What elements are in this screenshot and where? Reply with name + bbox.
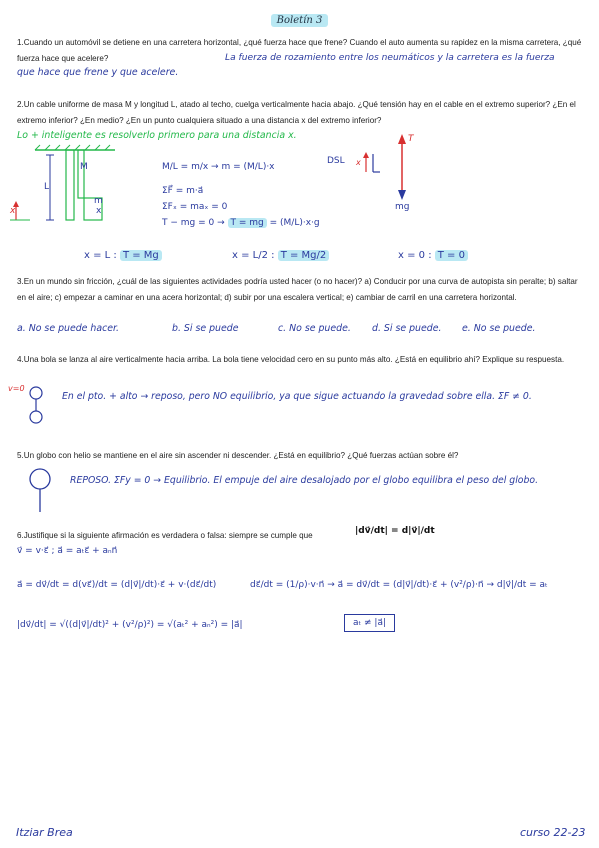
answer-3d: d. Si se puede. xyxy=(372,323,442,334)
result-x-L-left: x = L : xyxy=(84,250,120,261)
answer-3c: c. No se puede. xyxy=(278,323,351,334)
dsl-axis xyxy=(358,150,388,180)
answer-1-line1: La fuerza de rozamiento entre los neumáticos y la carretera es la fuerza xyxy=(225,53,555,63)
dsl-x-label: x xyxy=(356,158,361,167)
balloon-diagram xyxy=(28,466,58,516)
q6-line2a: a⃗ = dv⃗/dt = d(vε⃗)/dt = (d|v⃗|/dt)·ε⃗ + v·(dε⃗/dt) xyxy=(17,580,217,590)
result-x-half-left: x = L/2 : xyxy=(232,250,278,261)
page-title-wrap xyxy=(0,10,599,28)
result-x-L-value: T = Mg xyxy=(120,250,162,261)
diagram-label-m: m xyxy=(94,196,103,206)
answer-3a: a. No se puede hacer. xyxy=(17,323,120,334)
footer-course: curso 22-23 xyxy=(520,826,586,839)
result-x-0-value: T = 0 xyxy=(435,250,468,261)
eq-sum-fx: ΣFₓ = maₓ = 0 xyxy=(162,202,228,212)
answer-3b: b. Si se puede xyxy=(172,323,239,334)
velocity-zero-label: v=0 xyxy=(8,384,25,393)
q6-line3: |dv⃗/dt| = √((d|v⃗|/dt)² + (v²/ρ)²) = √(aₜ² + aₙ²) = |a⃗| xyxy=(17,620,243,630)
dsl-mg-label: mg xyxy=(395,202,410,212)
answer-5: REPOSO. ΣFy = 0 → Equilibrio. El empuje del aire desalojado por el globo equilibra el peso del globo. xyxy=(70,475,539,486)
question-5: 5.Un globo con helio se mantiene en el aire sin ascender ni descender. ¿Está en equilibrio? ¿Qué fuerzas actúan sobre él? xyxy=(17,451,459,460)
dsl-diagram xyxy=(392,132,412,212)
question-1: 1.Cuando un automóvil se detiene en una carretera horizontal, ¿qué fuerza hace que frene? Cuando el auto aumenta su rapidez en la misma carretera, ¿qué fuerza hace que acelere? xyxy=(17,38,582,63)
q6-line1: v⃗ = v·ε⃗ ; a⃗ = aₜε⃗ + aₙn⃗ xyxy=(17,546,118,556)
diagram-label-x: x xyxy=(10,206,16,216)
eq-tension-highlight: T = mg xyxy=(228,218,267,228)
footer-author: Itziar Brea xyxy=(16,826,73,839)
ball-diagram xyxy=(28,385,48,425)
dsl-label: DSL xyxy=(327,156,345,166)
eq-newton: ΣF⃗ = m·a⃗ xyxy=(162,186,204,196)
result-x-0 xyxy=(398,250,468,261)
question-4: 4.Una bola se lanza al aire verticalmente hacia arriba. La bola tiene velocidad cero en su punto más alto. ¿Está en equilibrio ahí? Explique su respuesta. xyxy=(17,355,565,364)
dsl-T-label: T xyxy=(408,134,414,144)
result-x-L xyxy=(84,250,162,261)
diagram-label-L: L xyxy=(44,182,50,192)
cable-diagram xyxy=(10,145,130,235)
eq-tension-right: = (M/L)·x·g xyxy=(266,218,320,228)
question-3: 3.En un mundo sin fricción, ¿cuál de las siguientes actividades podría usted hacer (o no hacer)? a) Conducir por una curva de autopista sin peralte; b) saltar en el aire; c) empezar a caminar en una acera horizontal; d) subir por una escalera vertical; e) cambiar de carril en una carretera horizontal. xyxy=(17,277,578,302)
question-2: 2.Un cable uniforme de masa M y longitud L, atado al techo, cuelga verticalmente hacia abajo. ¿Qué tensión hay en el cable en el extremo superior? ¿En el extremo inferior? ¿En medio? ¿En un punto cualquiera situado a una distancia x del extremo inferior? xyxy=(17,100,576,125)
diagram-label-M: M xyxy=(80,162,88,172)
result-x-half xyxy=(232,250,329,261)
question-6: 6.Justifique si la siguiente afirmación es verdadera o falsa: siempre se cumple que xyxy=(17,531,313,540)
eq-tension-left: T − mg = 0 → xyxy=(162,218,228,228)
q6-line2b: dε⃗/dt = (1/ρ)·v·n⃗ → a⃗ = dv⃗/dt = (d|v⃗|/dt)·ε⃗ + (v²/ρ)·n⃗ → d|v⃗|/dt = aₜ xyxy=(250,580,548,590)
answer-3e: e. No se puede. xyxy=(462,323,536,334)
q6-conclusion: aₜ ≠ |a⃗| xyxy=(344,614,395,632)
statement-6: |dv⃗/dt| = d|v⃗|/dt xyxy=(355,526,435,536)
diagram-label-x2: x xyxy=(96,206,102,216)
note-2: Lo + inteligente es resolverlo primero para una distancia x. xyxy=(17,130,297,141)
eq-tension xyxy=(162,218,320,228)
eq-mass-ratio: M/L = m/x → m = (M/L)·x xyxy=(162,162,275,172)
result-x-half-value: T = Mg/2 xyxy=(278,250,330,261)
page-title: Boletín 3 xyxy=(271,14,329,27)
answer-1-line2: que hace que frene y que acelere. xyxy=(17,67,179,78)
result-x-0-left: x = 0 : xyxy=(398,250,435,261)
answer-4: En el pto. + alto → reposo, pero NO equilibrio, ya que sigue actuando la gravedad sobre ella. ΣF ≠ 0. xyxy=(62,391,532,402)
